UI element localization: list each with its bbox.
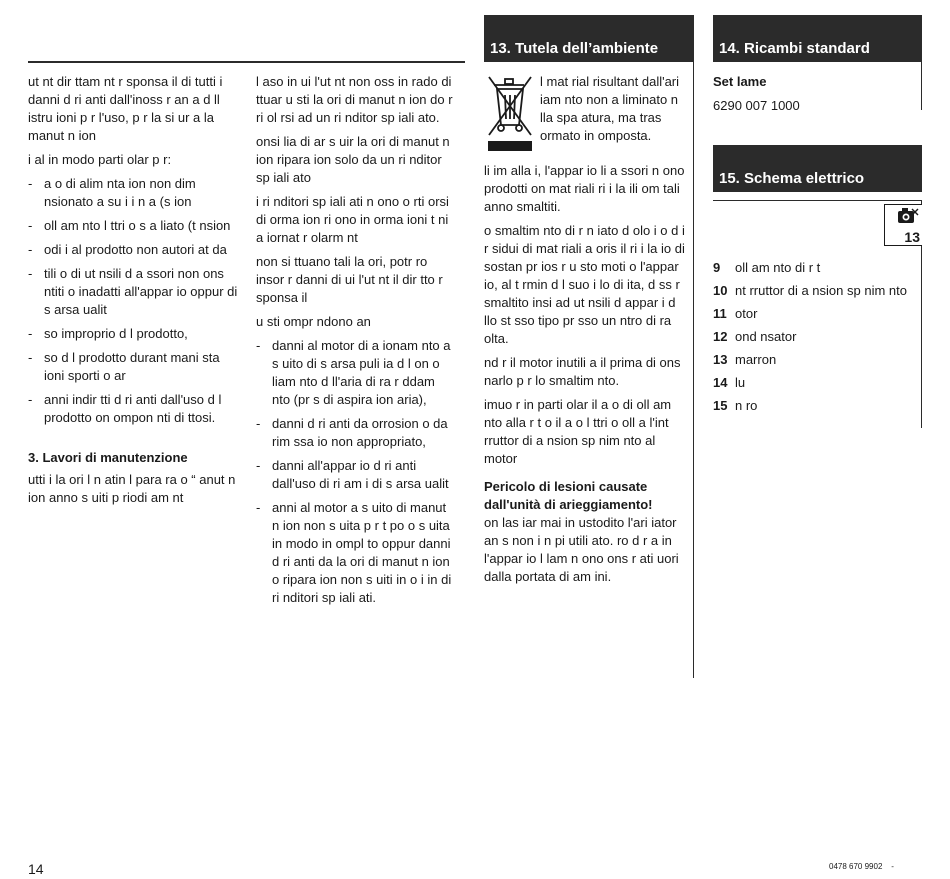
- legend-item: 15 n ro: [713, 398, 758, 413]
- spare-number: 6290 007 1000: [713, 98, 800, 113]
- list-item: - tili o di ut nsili d a ssori non ons ntiti o inadatti all'appar io oppur di s arsa ualit: [28, 266, 238, 317]
- list-item: - anni indir tti d ri anti dall'uso d l prodotto on ompon nti di ttosi.: [28, 392, 222, 425]
- warning-title: Pericolo di lesioni causate dall'unità di arieggiamento!: [484, 479, 653, 512]
- legend-item: 12 ond nsator: [713, 329, 797, 344]
- damage-list: [256, 337, 456, 607]
- paragraph: imuo r in parti olar il a o di oll am nto alla r t o il a o l ttri o oll a l'int rruttor di a nsion sp nim nto al motor: [484, 397, 672, 466]
- compost-text: l mat rial risultant dall'ari iam nto non a liminato n lla spa atura, ma tras ormato in omposta.: [540, 74, 680, 143]
- column-1: [28, 73, 238, 507]
- legend-item: 11 otor: [713, 306, 758, 321]
- list-item: - danni al motor di a ionam nto a s uito di s arsa puli ia d l on o liam nto d ll'aria di ra r ddam nto (pr s di aspira ion aria),: [256, 338, 451, 407]
- spare-label: Set lame: [713, 74, 767, 89]
- warning-text: on las iar mai in ustodito l'ari iator an s non i n pi utili ato. ro d r a in l'appar io l lam n ono ons r ati uori dalla portata di am ini.: [484, 515, 679, 584]
- liability-list: [28, 175, 238, 427]
- paragraph: o smaltim nto di r n iato d olo i o d i r sidui di mat riali a oris il ri i la io di sostan pr ios r u sto moti o l'appar io, al t rmin d l suo i lo di ita, d ss r smaltito insi ad ut nsili d appar i d llo st sso tipo pr sso un ntro di ra olta.: [484, 223, 685, 346]
- list-item: - danni d ri anti da orrosion o da rim ssa io non appropriato,: [256, 416, 448, 449]
- divider-line: [713, 200, 922, 201]
- document-code: 0478 670 9902 -: [829, 862, 894, 871]
- paragraph: u sti ompr ndono an: [256, 314, 371, 329]
- legend-item: 10 nt rruttor di a nsion sp nim nto: [713, 283, 907, 298]
- section-title-maintenance: 3. Lavori di manutenzione: [28, 450, 188, 465]
- maintenance-text: utti i la ori l n atin l para ra o “ anut n ion anno s uiti p riodi am nt: [28, 472, 236, 505]
- paragraph: i ri nditori sp iali ati n ono o rti orsi di orma ion ri ono in orma ioni t ni a iornat r olarm nt: [256, 194, 449, 245]
- list-item: - a o di alim nta ion non dim nsionato a su i i n a (s ion: [28, 176, 196, 209]
- list-item: - danni all'appar io d ri anti dall'uso di ri am i di s arsa ualit: [256, 458, 449, 491]
- legend-item: 14 lu: [713, 375, 746, 390]
- section-title: 13. Tutela dell’ambiente: [490, 40, 659, 57]
- intro-text: ut nt dir ttam nt r sponsa il di tutti i danni d ri anti dall'inoss r an a d ll istru ioni p r l'uso, p r la si ur a la manut n ion: [28, 74, 223, 143]
- paragraph: l aso in ui l'ut nt non oss in rado di ttuar u sti la ori di manut n ion do r ri ol rsi ad un ri nditor sp iali ato.: [256, 74, 453, 125]
- list-item: - oll am nto l ttri o s a liato (t nsion: [28, 218, 231, 233]
- section-title: 15. Schema elettrico: [719, 170, 865, 187]
- top-rule: [28, 61, 465, 63]
- figure-reference-box: [884, 204, 922, 246]
- column-2: [256, 73, 456, 613]
- section-header-environment: [484, 15, 694, 62]
- recycling-block: [484, 73, 688, 156]
- paragraph: li im alla i, l'appar io li a ssori n ono prodotti on mat riali ri i la ili om tali anno smaltiti.: [484, 163, 685, 214]
- crossed-bin-icon: [484, 73, 540, 156]
- list-item: - anni al motor a s uito di manut n ion non s uita p r t po o s uita in modo in ompl to oppur danni d ri anti da la ori di manut n ion o ripara ion non s uiti in o i in di ri nditori sp iali ati.: [256, 500, 452, 605]
- legend-item: 13 marron: [713, 352, 777, 367]
- section-header-wiring: [713, 145, 922, 192]
- page-number: 14: [28, 861, 44, 877]
- column-3: [484, 73, 688, 586]
- spare-parts-block: [713, 73, 918, 115]
- column-divider: [921, 62, 922, 110]
- section-header-spare-parts: [713, 15, 922, 62]
- camera-icon: [897, 207, 919, 229]
- paragraph: nd r il motor inutili a il prima di ons narlo p r lo smaltim nto.: [484, 355, 681, 388]
- section-title: 14. Ricambi standard: [719, 40, 870, 57]
- lead-text: i al in modo parti olar p r:: [28, 152, 172, 167]
- list-item: - so d l prodotto durant mani sta ioni sporti o ar: [28, 350, 220, 383]
- legend-item: 9 oll am nto di r t: [713, 260, 821, 275]
- list-item: - so improprio d l prodotto,: [28, 326, 188, 341]
- column-divider: [693, 62, 694, 678]
- figure-number: 13: [904, 229, 920, 245]
- paragraph: onsi lia di ar s uir la ori di manut n ion ripara ion solo da un ri nditor sp iali ato: [256, 134, 450, 185]
- list-item: - odi i al prodotto non autori at da: [28, 242, 227, 257]
- paragraph: non si ttuano tali la ori, potr ro insor r danni di ui l'ut nt il dir tto r sponsa il: [256, 254, 443, 305]
- wiring-legend: [713, 259, 918, 420]
